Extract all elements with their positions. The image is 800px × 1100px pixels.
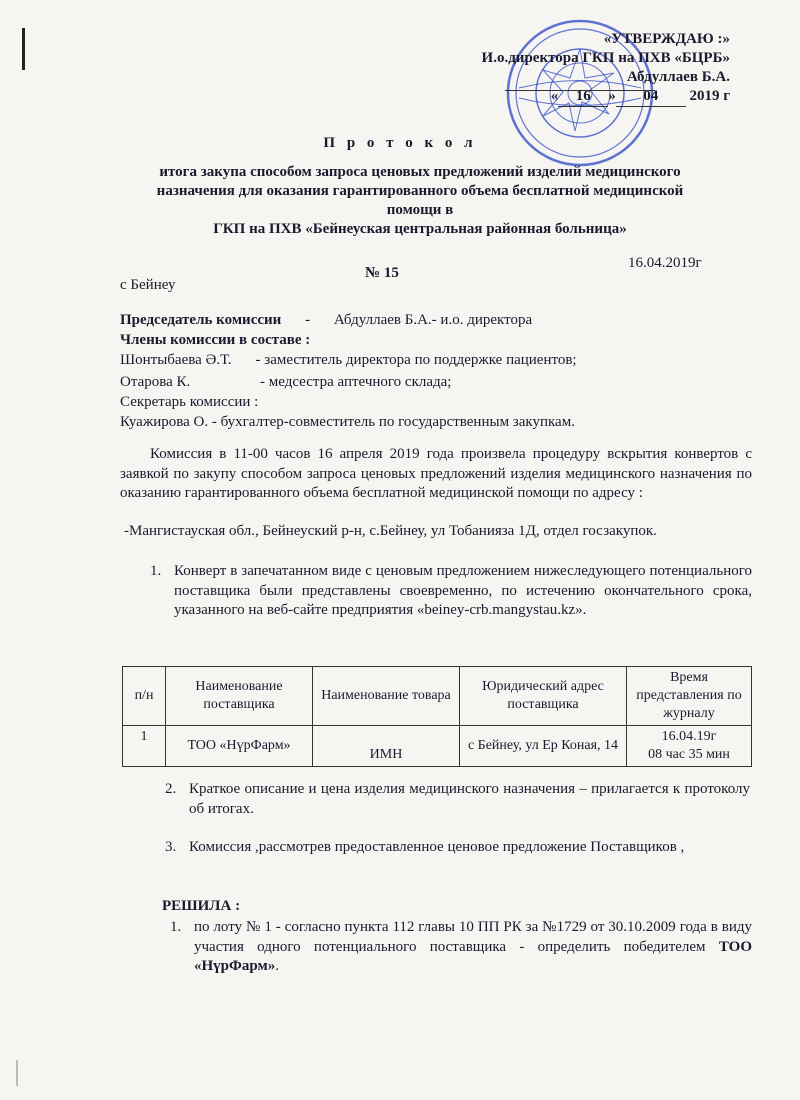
table-cell-goods: ИМН xyxy=(313,726,460,767)
list-item: 3. Комиссия ,рассмотрев предоставленное ценовое предложение Поставщиков , xyxy=(165,839,685,855)
winner-name: ТОО «НүрФарм» xyxy=(194,938,752,974)
table-header-row xyxy=(123,667,752,726)
place: с Бейнеу xyxy=(120,277,176,293)
document-subtitle: итога закупа способом запроса ценовых предложений изделий медицинского назначения для оказания гарантированного объема бесплатной медицинской помощи в ГКП на ПХВ «Бейнеуская центральная районная больница» xyxy=(156,164,684,237)
protocol-date: 16.04.2019г xyxy=(628,255,702,271)
scan-edge-mark-bottom xyxy=(16,1060,18,1086)
commission-secretary-label: Секретарь комиссии : xyxy=(120,394,259,410)
document-title: П р о т о к о л xyxy=(323,135,477,151)
table-row xyxy=(123,726,752,767)
table-cell-address: с Бейнеу, ул Ер Коная, 14 xyxy=(460,726,627,767)
protocol-number: № 15 xyxy=(365,265,399,281)
table-header: Время представления по журналу xyxy=(627,667,752,726)
scan-edge-mark xyxy=(22,28,25,70)
approval-underline xyxy=(505,90,655,91)
approval-title: «УТВЕРЖДАЮ :» xyxy=(603,31,730,47)
approval-signer: Абдуллаев Б.А. xyxy=(626,69,730,85)
decision-item: 1. по лоту № 1 - согласно пункта 112 главы 10 ПП РК за №1729 от 30.10.2009 года в виду участия одного потенциального поставщика - определить победителем ТОО «НүрФарм». xyxy=(170,919,752,974)
commission-members-label: Члены комиссии в составе : xyxy=(120,332,311,348)
approval-position: И.о.директора ГКП на ПХВ «БЦРБ» xyxy=(481,50,730,66)
table-cell-time: 16.04.19г 08 час 35 мин xyxy=(627,726,752,767)
table-header: Наименование поставщика xyxy=(166,667,313,726)
approval-block xyxy=(430,30,730,107)
approval-date-year: 2019 г xyxy=(689,88,730,104)
approval-date-day: 16 xyxy=(558,87,608,107)
list-item: 1. Конверт в запечатанном виде с ценовым предложением нижеследующего потенциального поставщика были представлены своевременно, по истечению окончательного срока, указанного на веб-сайте предприятия «beiney-crb.mangystau.kz». xyxy=(150,563,752,618)
list-item: 2. Краткое описание и цена изделия медицинского назначения – прилагается к протоколу об итогах. xyxy=(165,781,750,817)
decision-label: РЕШИЛА : xyxy=(162,898,241,914)
commission-member-2: Отарова К. - медсестра аптечного склада; xyxy=(120,374,452,390)
table-header: п/н xyxy=(123,667,166,726)
commission-member-1: Шонтыбаева Ә.Т. - заместитель директора по поддержке пациентов; xyxy=(120,352,577,368)
commission-chair: Председатель комиссии - Абдуллаев Б.А.- и.о. директора xyxy=(120,312,533,328)
table-header: Юридический адрес поставщика xyxy=(460,667,627,726)
table-cell-supplier: ТОО «НүрФарм» xyxy=(166,726,313,767)
commission-secretary: Куажирова О. - бухгалтер-совместитель по государственным закупкам. xyxy=(120,414,575,430)
table-cell-number: 1 xyxy=(123,726,166,767)
address-paragraph: -Мангистауская обл., Бейнеуский р-н, с.Бейнеу, ул Тобанияза 1Д, отдел госзакупок. xyxy=(124,523,657,539)
suppliers-table xyxy=(122,666,752,767)
approval-date: « 16 » 04 2019 г xyxy=(430,87,730,107)
table-header: Наименование товара xyxy=(313,667,460,726)
intro-paragraph: Комиссия в 11-00 часов 16 апреля 2019 года произвела процедуру вскрытия конвертов с заявкой по закупу способом запроса ценовых предложений изделия медицинского назначения по оказанию гарантированного объема бесплатной медицинской помощи по адресу : xyxy=(120,446,752,501)
approval-date-month: 04 xyxy=(616,87,686,107)
